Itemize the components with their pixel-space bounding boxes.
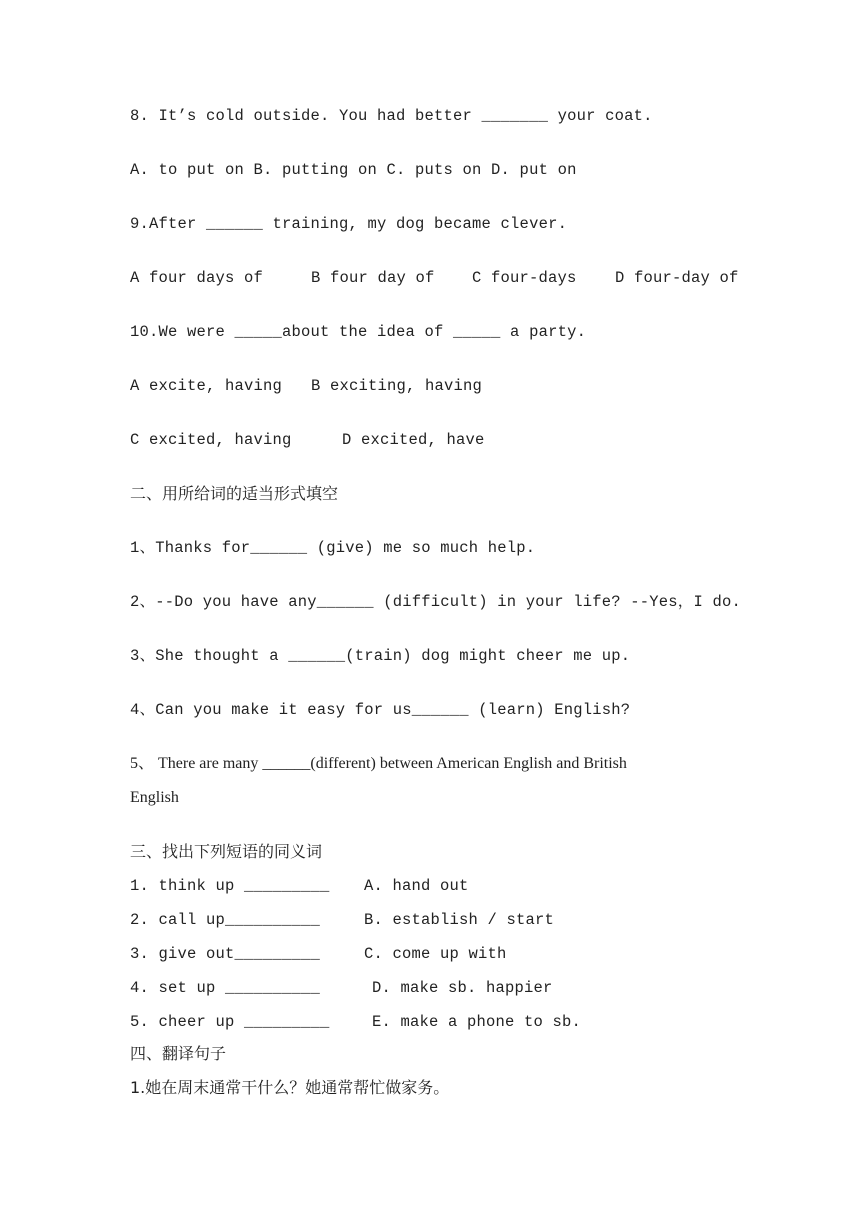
fill-item-5-continued: English (130, 789, 179, 806)
synonym-c: C. come up with (364, 945, 507, 963)
section-3-heading: 三、找出下列短语的同义词 (130, 842, 323, 861)
question-9-option-c: C four-days (472, 269, 577, 287)
synonym-e: E. make a phone to sb. (372, 1013, 582, 1031)
question-8: 8. It’s cold outside. You had better _______ your coat. (130, 107, 653, 125)
phrase-1: 1. think up _________ (130, 877, 330, 895)
fill-item-4: 4、Can you make it easy for us______ (learn) English? (130, 701, 631, 719)
question-9-option-a: A four days of (130, 269, 264, 287)
question-10: 10.We were _____about the idea of _____ a party. (130, 323, 587, 341)
phrase-2: 2. call up__________ (130, 911, 321, 929)
question-10-option-a: A excite, having (130, 377, 283, 395)
question-8-options: A. to put on B. putting on C. puts on D. put on (130, 161, 577, 179)
fill-item-1: 1、Thanks for______ (give) me so much help. (130, 539, 536, 557)
question-10-option-b: B exciting, having (311, 377, 483, 395)
fill-item-2: 2、--Do you have any______ (difficult) in your life? --Yes，I do. (130, 593, 741, 611)
translation-item-1: 1.她在周末通常干什么？她通常帮忙做家务。 (130, 1078, 450, 1097)
phrase-4: 4. set up __________ (130, 979, 321, 997)
synonym-a: A. hand out (364, 877, 469, 895)
section-4-heading: 四、翻译句子 (130, 1044, 227, 1063)
question-10-option-c: C excited, having (130, 431, 292, 449)
synonym-b: B. establish / start (364, 911, 555, 929)
section-2-heading: 二、用所给词的适当形式填空 (130, 484, 339, 503)
phrase-5: 5. cheer up _________ (130, 1013, 330, 1031)
phrase-3: 3. give out_________ (130, 945, 321, 963)
fill-item-5: 5、 There are many ______(different) between American English and British (130, 755, 627, 772)
synonym-d: D. make sb. happier (372, 979, 553, 997)
question-9-option-b: B four day of (311, 269, 435, 287)
question-9-option-d: D four-day of (615, 269, 739, 287)
question-10-option-d: D excited, have (342, 431, 485, 449)
fill-item-3: 3、She thought a ______(train) dog might cheer me up. (130, 647, 631, 665)
question-9: 9.After ______ training, my dog became clever. (130, 215, 568, 233)
